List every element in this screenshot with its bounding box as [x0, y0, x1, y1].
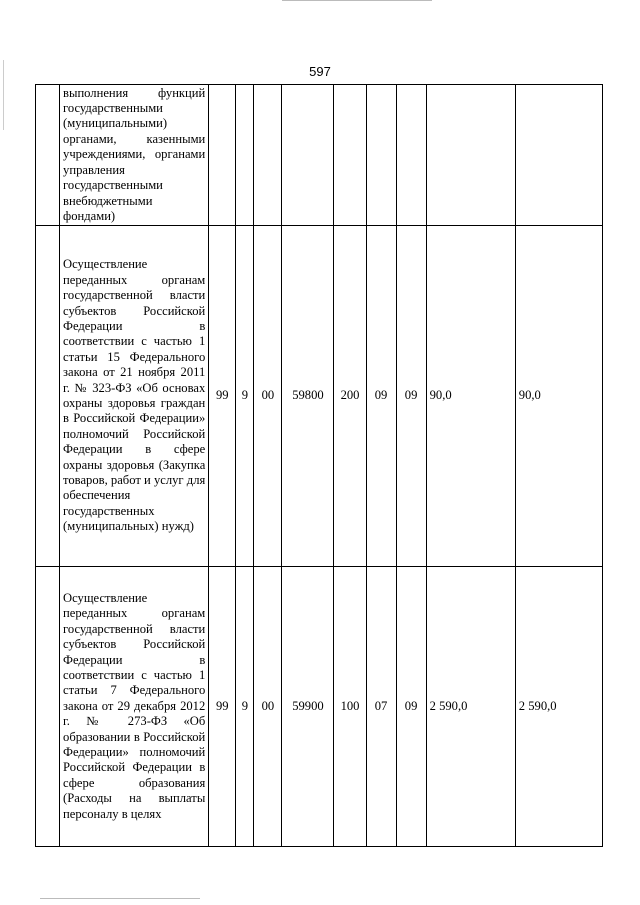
scan-artifact-top: [282, 0, 432, 1]
scan-artifact-bottom: [40, 898, 200, 899]
left-margin-cell: [36, 226, 60, 567]
amount-second: [515, 85, 602, 226]
group-code: 00: [254, 226, 282, 567]
subsection-code: 09: [396, 567, 426, 847]
amount-second: 2 590,0: [515, 567, 602, 847]
section-code: 09: [366, 226, 396, 567]
left-margin-cell: [36, 85, 60, 226]
table-row: [36, 567, 603, 847]
expense-type-code: 200: [334, 226, 366, 567]
subprogram-code: 9: [236, 567, 254, 847]
table-row: [36, 226, 603, 567]
direction-code: 59900: [282, 567, 334, 847]
program-code: 99: [209, 226, 236, 567]
subsection-code: 09: [396, 226, 426, 567]
direction-code: 59800: [282, 226, 334, 567]
amount-first: [426, 85, 515, 226]
page-number: 597: [309, 64, 331, 79]
section-code: [366, 85, 396, 226]
subprogram-code: [236, 85, 254, 226]
row-description: выполнения функций государственными (муниципальными) органами, казенными учреждениями, органами управления государственными внебюджетными фондами): [60, 85, 209, 226]
amount-second: 90,0: [515, 226, 602, 567]
direction-code: [282, 85, 334, 226]
subprogram-code: 9: [236, 226, 254, 567]
group-code: [254, 85, 282, 226]
expense-type-code: 100: [334, 567, 366, 847]
section-code: 07: [366, 567, 396, 847]
expense-type-code: [334, 85, 366, 226]
subsection-code: [396, 85, 426, 226]
row-description: Осуществление переданных органам государственной власти субъектов Российской Федерации в соответствии с частью 1 статьи 15 Федерального закона от 21 ноября 2011 г. № 323-ФЗ «Об основах охраны здоровья граждан в Российской Федерации» полномочий Российской Федерации в сфере охраны здоровья (Закупка товаров, работ и услуг для обеспечения государственных (муниципальных) нужд): [60, 226, 209, 567]
budget-table: [35, 84, 603, 847]
row-description: Осуществление переданных органам государственной власти субъектов Российской Федерации в соответствии с частью 1 статьи 7 Федерального закона от 29 декабря 2012 г. № 273-ФЗ «Об образовании в Российской Федерации» полномочий Российской Федерации в сфере образования (Расходы на выплаты персоналу в целях: [60, 567, 209, 847]
amount-first: 2 590,0: [426, 567, 515, 847]
group-code: 00: [254, 567, 282, 847]
program-code: [209, 85, 236, 226]
scan-artifact-left: [3, 60, 4, 130]
program-code: 99: [209, 567, 236, 847]
table-row: [36, 85, 603, 226]
left-margin-cell: [36, 567, 60, 847]
amount-first: 90,0: [426, 226, 515, 567]
